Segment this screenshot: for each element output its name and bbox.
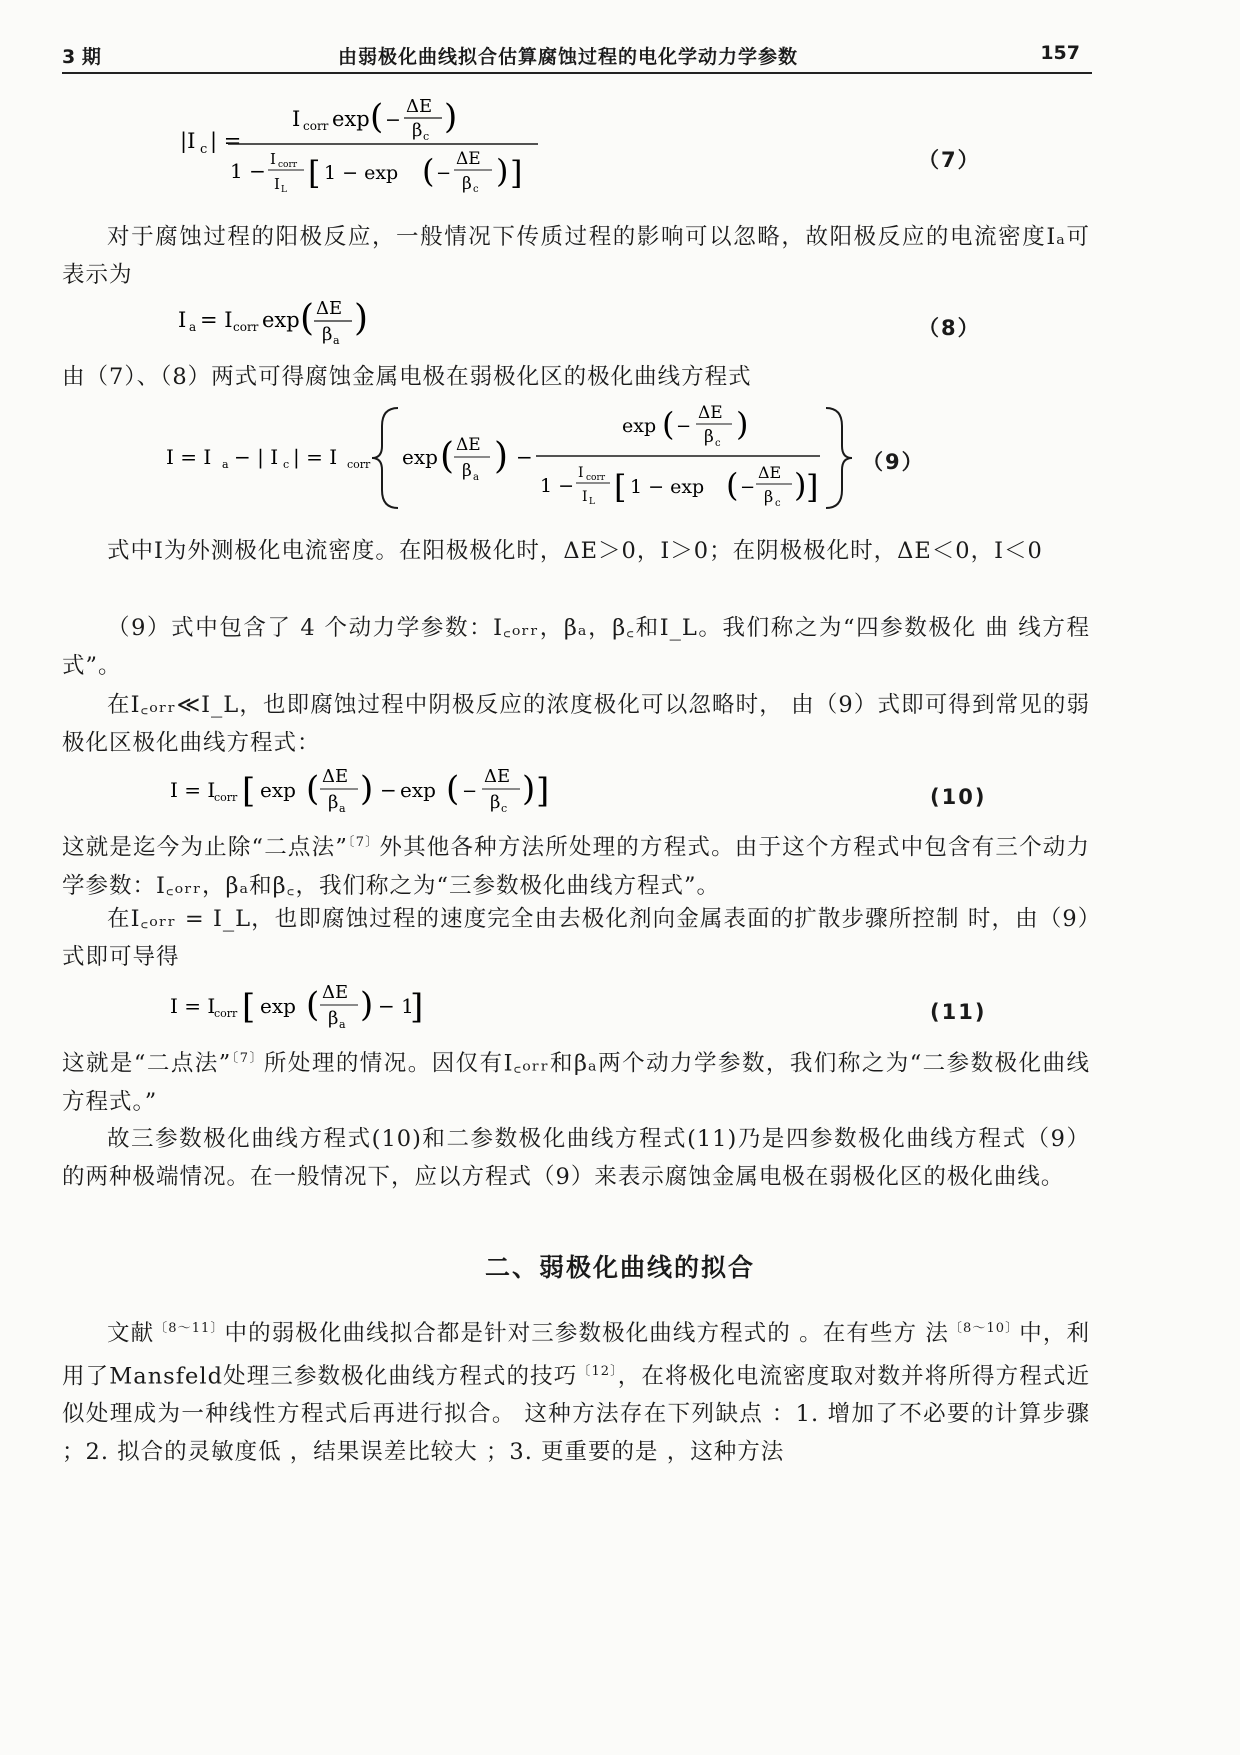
eq9-minus: − — [516, 445, 533, 469]
paragraph-8-a: 这就是“二点法” — [62, 1050, 232, 1077]
eq10-bracket-l: [ — [242, 771, 256, 811]
paragraph-10 — [62, 1310, 1090, 1471]
equation-8-number: （8） — [918, 316, 981, 340]
eq8-beta: β — [322, 324, 333, 345]
eq8-beta-a: a — [333, 334, 340, 347]
eq10-minus2: − — [462, 781, 478, 802]
equation-10-graphic — [160, 760, 640, 824]
paragraph-8 — [62, 1040, 1090, 1121]
paragraph-6-b: 外其他各种方法所处理的方程式。由于这个方程式中包含有三个动力学参数：I꜀ₒᵣᵣ，βₐ和β꜀，我们称之为“三参数极化曲线方程式”。 — [62, 834, 1090, 899]
equation-7-graphic — [160, 92, 620, 197]
citation-7[interactable]: 〔7〕 — [347, 835, 380, 850]
eq7-paren-r: ) — [444, 97, 458, 137]
equation-10 — [160, 760, 640, 830]
equation-11 — [160, 976, 500, 1046]
eq9-num-beta-c: c — [715, 438, 721, 449]
eq10-beta1-a: a — [339, 802, 346, 815]
citation-7b[interactable]: 〔7〕 — [231, 1051, 264, 1066]
eq9-num-paren-r: ) — [736, 405, 749, 443]
eq7-den-paren-l: ( — [422, 152, 435, 190]
eq9-exp1: exp — [402, 445, 438, 469]
eq9-den-paren-l: ( — [726, 466, 739, 504]
eq7-den-beta-c: c — [473, 184, 479, 195]
eq9-den-oneexp: 1 − exp — [630, 476, 705, 498]
eq9-num-exp: exp — [622, 415, 657, 437]
eq8-lhs-sub: a — [189, 320, 197, 334]
running-header — [62, 38, 1092, 74]
eq9-den-minus: − — [740, 477, 756, 498]
eq7-den-il-sub: L — [281, 185, 287, 195]
paragraph-1: 对于腐蚀过程的阳极反应，一般情况下传质过程的影响可以忽略，故阳极反应的电流密度Iₐ可表示为 — [62, 224, 1090, 288]
eq7-den-beta: β — [462, 174, 472, 194]
eq7-num-exp: exp — [332, 107, 370, 131]
eq7-lhs: |I — [180, 129, 196, 153]
eq7-den-rest: 1 − exp — [324, 162, 399, 184]
eq7-num-minus: − — [385, 109, 401, 131]
eq10-paren1-r: ) — [360, 769, 374, 809]
eq7-den-one: 1 − — [230, 159, 266, 183]
paragraph-3: 式中I为外测极化电流密度。在阳极极化时，ΔE＞0，I＞0；在阴极极化时，ΔE＜0，I＜0 — [107, 538, 1043, 564]
eq9-den-paren-r: ) — [794, 466, 807, 504]
eq9-sub-c: c — [283, 458, 290, 471]
equation-10-number: (10) — [930, 785, 987, 809]
eq9-text1: I = I — [166, 445, 212, 469]
eq10-paren2-r: ) — [522, 769, 536, 809]
eq10-beta1: β — [328, 792, 339, 813]
eq9-brace-left — [372, 408, 398, 508]
eq9-num-minus: − — [676, 416, 692, 437]
equation-8 — [160, 292, 420, 360]
eq11-corr: corr — [214, 1007, 238, 1020]
eq11-beta: β — [328, 1008, 339, 1029]
issue-label: 3 期 — [62, 46, 101, 68]
eq7-bracket-r: ] — [510, 154, 523, 192]
equation-11-graphic — [160, 976, 500, 1040]
eq7-num-corr: corr — [303, 119, 329, 133]
eq7-den-paren-r: ) — [496, 152, 509, 190]
eq8-paren-l: ( — [300, 298, 315, 339]
paragraph-7: 在I꜀ₒᵣᵣ = I_L，也即腐蚀过程的速度完全由去极化剂向金属表面的扩散步骤所控制 时，由（9）式即可导得 — [62, 906, 1090, 970]
eq7-lhs-end: | = — [210, 129, 242, 153]
eq10-lhs: I = I — [170, 778, 216, 802]
eq9-de1: ΔE — [456, 435, 481, 455]
paragraph-2: 由（7）、（8）两式可得腐蚀金属电极在弱极化区的极化曲线方程式 — [62, 364, 752, 390]
paragraph-8-b: 所处理的情况。因仅有I꜀ₒᵣᵣ和βₐ两个动力学参数，我们称之为“二参数极化曲线方程式。” — [62, 1050, 1090, 1115]
eq9-num-beta: β — [704, 427, 714, 447]
eq11-de: ΔE — [322, 982, 349, 1003]
eq10-corr: corr — [214, 791, 238, 804]
eq8-lhs: I — [178, 308, 187, 332]
eq9-text2: − | I — [234, 445, 279, 469]
eq9-den-beta-c: c — [775, 498, 781, 509]
eq11-beta-a: a — [339, 1018, 346, 1031]
eq7-num-i: I — [292, 107, 301, 131]
equation-7 — [160, 92, 620, 203]
eq9-beta1: β — [462, 461, 472, 481]
eq10-paren1-l: ( — [306, 769, 320, 809]
paragraph-10-a: 文献 — [107, 1320, 155, 1347]
eq10-bracket-r: ] — [536, 771, 550, 811]
paragraph-4: （9）式中包含了 4 个动力学参数：I꜀ₒᵣᵣ，βₐ，β꜀和I_L。我们称之为“四参数极化 曲 线方程式”。 — [62, 615, 1090, 679]
paragraph-10-c: 中，利用了Mansfeld处理三参数极化曲线方程式的技巧 — [62, 1320, 1090, 1389]
eq8-paren-r: ) — [354, 298, 369, 339]
eq9-den-one: 1 − — [540, 475, 575, 497]
eq10-minus: − — [380, 778, 397, 802]
equation-9-number: （9） — [862, 450, 925, 474]
eq9-den-il: I — [582, 489, 588, 505]
paragraph-6 — [62, 824, 1090, 905]
eq10-beta2: β — [490, 792, 501, 813]
eq9-den-il-sub: L — [589, 497, 595, 507]
eq9-den-beta: β — [764, 487, 774, 506]
eq9-num-de: ΔE — [698, 403, 723, 423]
equation-11-number: (11) — [930, 1000, 987, 1024]
eq9-den-i: I — [578, 465, 584, 481]
eq9-corr: corr — [347, 458, 371, 471]
eq9-den-corr: corr — [586, 473, 606, 483]
eq7-den-il: I — [274, 175, 280, 193]
citation-12[interactable]: 〔12〕 — [577, 1363, 618, 1379]
eq11-bracket-l: [ — [242, 987, 256, 1027]
eq9-den-de: ΔE — [758, 463, 782, 482]
equation-9-graphic — [160, 398, 940, 518]
eq10-de2: ΔE — [484, 766, 511, 787]
eq9-paren1-l: ( — [440, 436, 455, 477]
paragraph-9: 故三参数极化曲线方程式(10)和二参数极化曲线方程式(11)乃是四参数极化曲线方程式（9）的两种极端情况。在一般情况下，应以方程式（9）来表示腐蚀金属电极在弱极化区的极化曲线。 — [62, 1126, 1090, 1190]
paragraph-10-b: 中的弱极化曲线拟合都是针对三参数极化曲线方程式的 。在有些方 法 — [224, 1320, 949, 1347]
eq9-den-bracket-l: [ — [614, 468, 627, 506]
eq11-exp: exp — [260, 994, 296, 1018]
eq9-den-bracket-r: ] — [806, 468, 819, 506]
eq7-num-beta: β — [412, 120, 423, 141]
eq11-paren-r: ) — [360, 985, 374, 1025]
eq8-eq: = I — [200, 308, 233, 332]
eq7-den-de: ΔE — [456, 149, 481, 169]
eq10-de1: ΔE — [322, 766, 349, 787]
eq11-tail: − 1 — [378, 994, 414, 1018]
eq9-num-paren-l: ( — [662, 405, 675, 443]
eq10-exp1: exp — [260, 778, 296, 802]
eq8-exp: exp — [262, 308, 300, 332]
eq9-brace-right — [826, 408, 852, 508]
eq9-sub-a: a — [222, 458, 229, 471]
eq11-paren-l: ( — [306, 985, 320, 1025]
equation-7-number: （7） — [918, 148, 981, 172]
eq9-paren1-r: ) — [494, 436, 509, 477]
eq7-lhs-sub: c — [200, 142, 208, 157]
eq7-paren-l: ( — [370, 97, 384, 137]
page-number: 157 — [1040, 42, 1080, 64]
eq8-corr: corr — [233, 320, 259, 334]
citation-8-11[interactable]: 〔8～11〕 — [154, 1321, 225, 1336]
equation-8-graphic — [160, 292, 420, 354]
eq7-den-corr-sub: corr — [278, 160, 298, 170]
equation-9 — [160, 398, 940, 524]
eq11-bracket-r: ] — [410, 987, 424, 1027]
eq7-den-icorr: I — [270, 150, 276, 168]
paragraph-10-d: ，在将极化电流密度取对数并将所得方程式近似处理成为一种线性方程式后再进行拟合。 这种方法存在下列缺点 ：1. 增加了不必要的计算步骤 ；2. 拟合的灵敏度低 ，结果误差比较大 ；3. 更重要的是 ，这种方法 — [62, 1363, 1091, 1465]
running-title: 由弱极化曲线拟合估算腐蚀过程的电化学动力学参数 — [338, 46, 799, 68]
eq10-beta2-c: c — [501, 802, 508, 815]
eq9-text3: | = I — [293, 445, 338, 469]
eq11-lhs: I = I — [170, 994, 216, 1018]
citation-8-10[interactable]: 〔8～10〕 — [948, 1321, 1020, 1336]
eq10-paren2-l: ( — [446, 769, 460, 809]
eq7-bracket-l: [ — [308, 154, 321, 192]
paragraph-6-a: 这就是迄今为止除“二点法” — [62, 834, 348, 861]
eq7-num-beta-c: c — [423, 130, 430, 143]
eq9-beta1-a: a — [473, 472, 479, 483]
eq8-de: ΔE — [316, 298, 343, 319]
eq7-num-de: ΔE — [406, 96, 433, 117]
eq7-den-minus: − — [436, 163, 452, 184]
eq10-exp2: exp — [400, 778, 436, 802]
paragraph-5: 在I꜀ₒᵣᵣ≪I_L，也即腐蚀过程中阴极反应的浓度极化可以忽略时， 由（9）式即可得到常见的弱极化区极化曲线方程式： — [62, 692, 1090, 756]
section-heading: 二、弱极化曲线的拟合 — [484, 1253, 755, 1282]
